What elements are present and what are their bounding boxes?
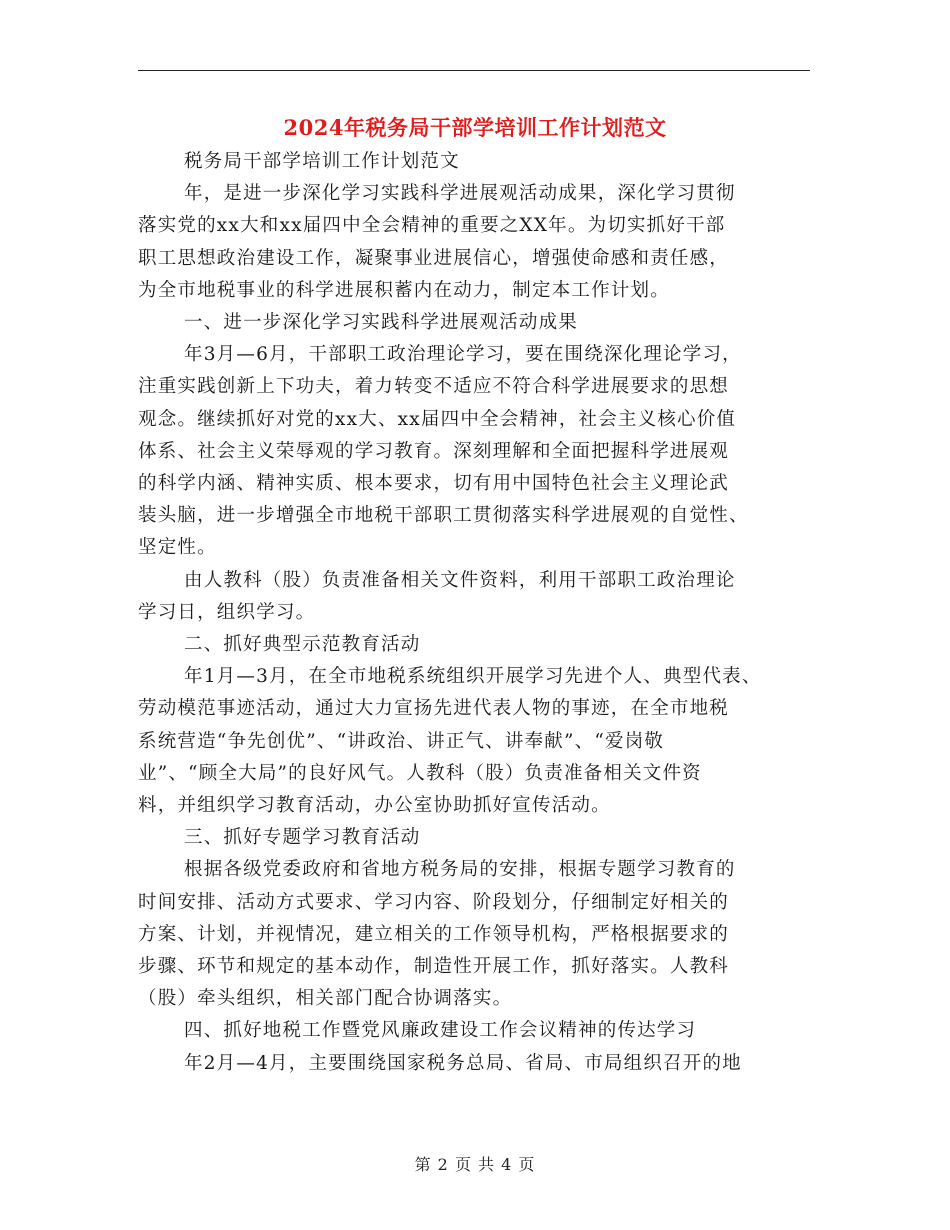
paragraph-subtitle bbox=[138, 146, 828, 178]
text-line: 的科学内涵、精神实质、根本要求，切有用中国特色社会主义理论武 bbox=[138, 473, 730, 495]
section-heading-3 bbox=[138, 822, 828, 854]
paragraph-section-2-body bbox=[138, 661, 828, 822]
text-line: 年2月—4月，主要围绕国家税务总局、省局、市局组织召开的地 bbox=[184, 1052, 742, 1074]
paragraph-section-1-responsibility bbox=[138, 565, 828, 629]
text-line: 根据各级党委政府和省地方税务局的安排，根据专题学习教育的 bbox=[184, 859, 736, 881]
text-line: 观念。继续抓好对党的xx大、xx届四中全会精神，社会主义核心价值 bbox=[138, 408, 737, 430]
text-line: 税务局干部学培训工作计划范文 bbox=[184, 151, 460, 172]
text-line: 年，是进一步深化学习实践科学进展观活动成果，深化学习贯彻 bbox=[184, 183, 736, 205]
text-line: 四、抓好地税工作暨党风廉政建设工作会议精神的传达学习 bbox=[184, 1020, 697, 1042]
text-line: 系统营造“争先创优”、“讲政治、讲正气、讲奉献”、“爱岗敬 bbox=[138, 730, 665, 752]
text-line: 步骤、环节和规定的基本动作，制造性开展工作，抓好落实。人教科 bbox=[138, 956, 730, 978]
text-line: 业”、“顾全大局”的良好风气。人教科（股）负责准备相关文件资 bbox=[138, 762, 702, 784]
text-line: 时间安排、活动方式要求、学习内容、阶段划分，仔细制定好相关的 bbox=[138, 891, 730, 913]
paragraph-section-1-body bbox=[138, 339, 828, 564]
text-line: 坚定性。 bbox=[138, 537, 217, 559]
paragraph-intro bbox=[138, 178, 828, 307]
text-line: 年1月—3月，在全市地税系统组织开展学习先进个人、典型代表、 bbox=[184, 666, 762, 688]
section-heading-2 bbox=[138, 629, 828, 661]
text-line: 落实党的xx大和xx届四中全会精神的重要之XX年。为切实抓好干部 bbox=[138, 215, 726, 237]
text-line: 体系、社会主义荣辱观的学习教育。深刻理解和全面把握科学进展观 bbox=[138, 440, 730, 462]
text-line: 由人教科（股）负责准备相关文件资料，利用干部职工政治理论 bbox=[184, 569, 736, 591]
text-line: 装头脑，进一步增强全市地税干部职工贯彻落实科学进展观的自觉性、 bbox=[138, 505, 749, 527]
text-line: 学习日，组织学习。 bbox=[138, 601, 316, 623]
page-number-footer: 第 2 页 共 4 页 bbox=[414, 1155, 536, 1174]
paragraph-section-3-body bbox=[138, 854, 828, 1015]
header-rule bbox=[138, 70, 810, 71]
section-heading-1 bbox=[138, 307, 828, 339]
text-line: 二、抓好典型示范教育活动 bbox=[184, 634, 421, 656]
text-line: 方案、计划，并视情况，建立相关的工作领导机构，严格根据要求的 bbox=[138, 923, 730, 945]
text-line: 注重实践创新上下功夫，着力转变不适应不符合科学进展要求的思想 bbox=[138, 376, 730, 398]
text-line: 料，并组织学习教育活动，办公室协助抓好宣传活动。 bbox=[138, 795, 611, 817]
section-heading-4 bbox=[138, 1015, 828, 1047]
document-body bbox=[138, 146, 828, 1080]
document-title: 2024年税务局干部学培训工作计划范文 bbox=[283, 115, 667, 140]
text-line: 年3月—6月，干部职工政治理论学习，要在围绕深化理论学习， bbox=[184, 344, 742, 366]
text-line: （股）牵头组织，相关部门配合协调落实。 bbox=[138, 988, 513, 1010]
text-line: 一、进一步深化学习实践科学进展观活动成果 bbox=[184, 312, 579, 334]
text-line: 三、抓好专题学习教育活动 bbox=[184, 827, 421, 849]
text-line: 职工思想政治建设工作，凝聚事业进展信心，增强使命感和责任感， bbox=[138, 247, 730, 269]
text-line: 为全市地税事业的科学进展积蓄内在动力，制定本工作计划。 bbox=[138, 279, 670, 301]
paragraph-section-4-body bbox=[138, 1048, 828, 1080]
text-line: 劳动模范事迹活动，通过大力宣扬先进代表人物的事迹，在全市地税 bbox=[138, 698, 730, 720]
